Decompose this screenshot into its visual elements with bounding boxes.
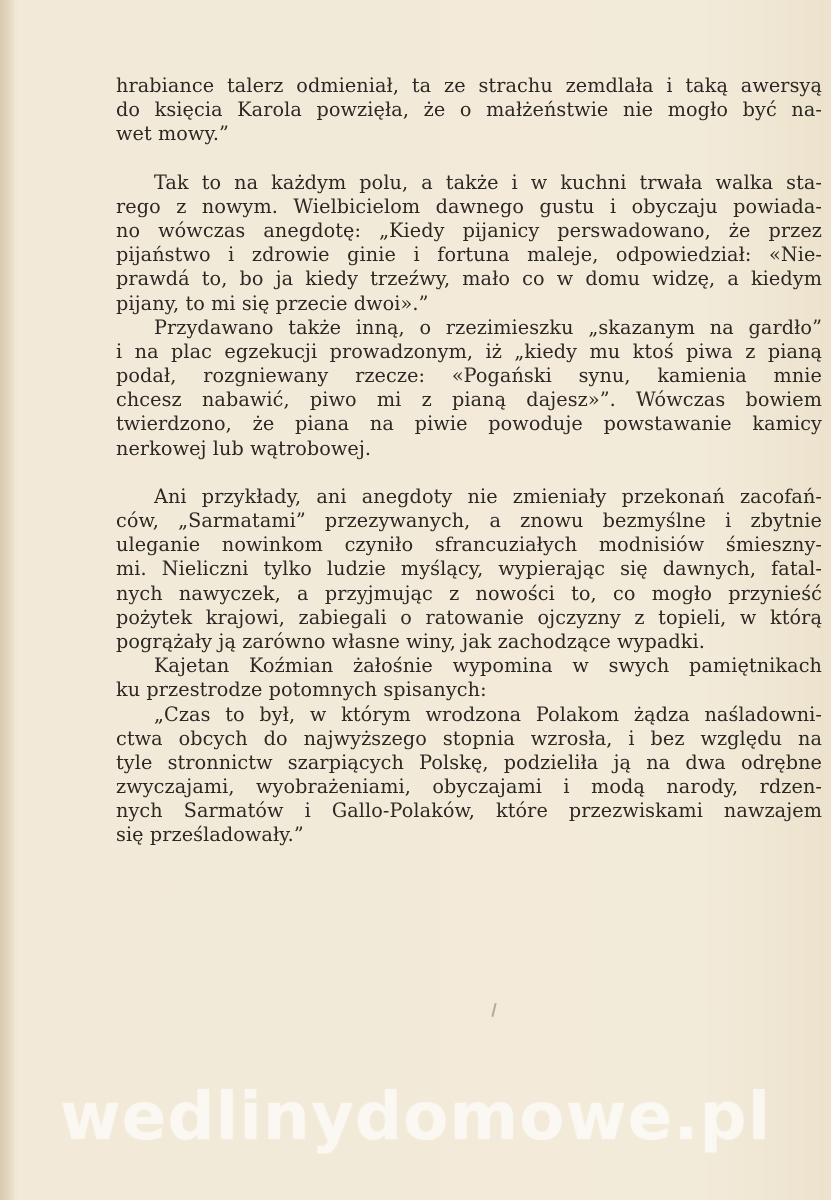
text-line: nych nawyczek, a przyjmując z nowości to, co mogło przynieść <box>116 581 822 605</box>
text-line: twierdzono, że piana na piwie powoduje powstawanie kamicy <box>116 412 822 436</box>
text-line: pijaństwo i zdrowie ginie i fortuna maleje, odpowiedział: «Nie- <box>116 243 822 267</box>
stray-mark <box>491 1003 496 1017</box>
paragraph-gap <box>116 147 822 171</box>
text-line: mi. Nieliczni tylko ludzie myślący, wypierając się dawnych, fatal- <box>116 557 822 581</box>
page-spine-shadow <box>0 0 14 1200</box>
text-line: Tak to na każdym polu, a także i w kuchni trwała walka sta- <box>154 170 822 194</box>
paragraph <box>116 703 822 848</box>
text-line: nerkowej lub wątrobowej. <box>116 436 372 460</box>
paragraph <box>116 316 822 461</box>
text-line: hrabiance talerz odmieniał, ta ze strachu zemdlała i taką awersyą <box>116 74 822 97</box>
text-line: i na plac egzekucji prowadzonym, iż „kiedy mu ktoś piwa z pianą <box>116 339 822 363</box>
text-line: podał, rozgniewany rzecze: «Pogański synu, kamienia mnie <box>116 364 822 388</box>
text-line: rego z nowym. Wielbicielom dawnego gustu i obyczaju powiada- <box>116 194 822 218</box>
text-line: Ani przykłady, ani anegdoty nie zmieniały przekonań zacofań- <box>154 484 822 508</box>
watermark-text: wedlinydomowe.pl <box>59 1078 772 1155</box>
text-line: Przydawano także inną, o rzezimieszku „skazanym na gardło” <box>154 315 822 339</box>
paragraph <box>116 74 822 147</box>
paragraph <box>116 171 822 316</box>
text-line: Kajetan Koźmian żałośnie wypomina w swych pamiętnikach <box>154 654 822 678</box>
text-line: pijany, to mi się przecie dwoi».” <box>116 291 429 315</box>
paragraph-gap <box>116 461 822 485</box>
text-line: no wówczas anegdotę: „Kiedy pijanicy perswadowano, że przez <box>116 218 822 242</box>
text-line: wet mowy.” <box>116 122 229 146</box>
text-line: pogrążały ją zarówno własne winy, jak zachodzące wypadki. <box>116 629 705 653</box>
paragraph <box>116 654 822 702</box>
text-line: chcesz nabawić, piwo mi z pianą dajesz»”. Wówczas bowiem <box>116 388 822 412</box>
text-line: do księcia Karola powzięła, że o małżeństwie nie mogło być na- <box>116 98 822 122</box>
text-line: nych Sarmatów i Gallo-Polaków, które przezwiskami nawzajem <box>116 799 822 823</box>
text-line: uleganie nowinkom czyniło sfrancuziałych modnisiów śmieszny- <box>116 533 822 557</box>
body-text <box>116 74 822 848</box>
text-line: „Czas to był, w którym wrodzona Polakom żądza naśladowni- <box>154 702 822 726</box>
paragraph <box>116 485 822 654</box>
text-line: ku przestrodze potomnych spisanych: <box>116 678 487 702</box>
text-line: zwyczajami, wyobrażeniami, obyczajami i modą narody, rdzen- <box>116 775 822 799</box>
text-line: tyle stronnictw szarpiących Polskę, podzieliła ją na dwa odrębne <box>116 750 822 774</box>
text-line: ctwa obcych do najwyższego stopnia wzrosła, i bez względu na <box>116 726 822 750</box>
text-line: ców, „Sarmatami” przezywanych, a znowu bezmyślne i zbytnie <box>116 509 822 532</box>
text-line: pożytek krajowi, zabiegali o ratowanie ojczyzny z topieli, w którą <box>116 605 822 629</box>
text-line: prawdá to, bo ja kiedy trzeźwy, mało co w domu widzę, a kiedym <box>116 267 822 291</box>
text-line: się prześladowały.” <box>116 823 304 847</box>
